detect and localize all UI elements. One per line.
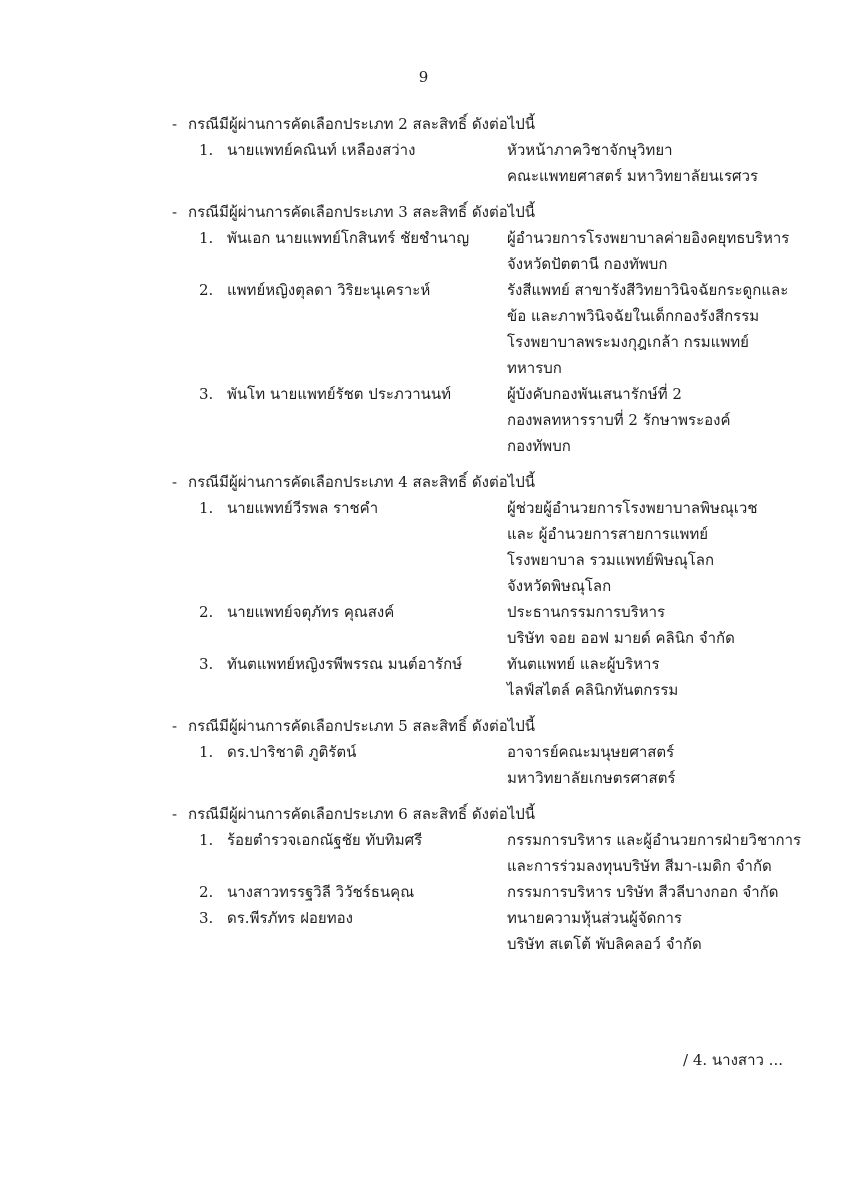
list-item xyxy=(0,381,847,459)
section-heading-text: กรณีมีผู้ผ่านการคัดเลือกประเภท 3 สละสิทธิ์ ดังต่อไปนี้ xyxy=(188,203,536,221)
bullet-dash: - xyxy=(172,473,178,491)
position-line: ผู้อำนวยการโรงพยาบาลค่ายอิงคยุทธบริหาร xyxy=(507,229,790,247)
section-heading-text: กรณีมีผู้ผ่านการคัดเลือกประเภท 4 สละสิทธิ์ ดังต่อไปนี้ xyxy=(188,473,536,491)
person-position xyxy=(507,225,827,277)
item-number: 1. xyxy=(199,141,214,159)
waiver-section xyxy=(0,111,847,189)
item-number: 1. xyxy=(199,499,214,517)
section-heading-text: กรณีมีผู้ผ่านการคัดเลือกประเภท 2 สละสิทธิ์ ดังต่อไปนี้ xyxy=(188,115,536,133)
continuation-note: / 4. นางสาว ... xyxy=(683,1051,783,1069)
person-position xyxy=(507,137,827,189)
item-number: 2. xyxy=(199,603,214,621)
person-position xyxy=(507,651,827,703)
item-number: 1. xyxy=(199,831,214,849)
position-line: บริษัท จอย ออฟ มายด์ คลินิก จำกัด xyxy=(507,629,735,647)
bullet-dash: - xyxy=(172,805,178,823)
position-line: โรงพยาบาลพระมงกุฎเกล้า กรมแพทย์ xyxy=(507,333,749,351)
section-heading xyxy=(0,801,847,827)
item-number: 1. xyxy=(199,743,214,761)
position-line: จังหวัดปัตตานี กองทัพบก xyxy=(507,255,668,273)
list-item xyxy=(0,599,847,651)
bullet-dash: - xyxy=(172,115,178,133)
position-line: และ ผู้อำนวยการสายการแพทย์ xyxy=(507,525,709,543)
section-heading-text: กรณีมีผู้ผ่านการคัดเลือกประเภท 5 สละสิทธิ์ ดังต่อไปนี้ xyxy=(188,717,536,735)
position-line: คณะแพทยศาสตร์ มหาวิทยาลัยนเรศวร xyxy=(507,167,759,185)
list-item xyxy=(0,739,847,791)
bullet-dash: - xyxy=(172,203,178,221)
waiver-section xyxy=(0,713,847,791)
section-heading-text: กรณีมีผู้ผ่านการคัดเลือกประเภท 6 สละสิทธิ์ ดังต่อไปนี้ xyxy=(188,805,536,823)
waiver-section xyxy=(0,469,847,703)
position-line: หัวหน้าภาควิชาจักษุวิทยา xyxy=(507,141,673,159)
person-position xyxy=(507,905,827,957)
person-name: ร้อยตำรวจเอกณัฐชัย ทับทิมศรี xyxy=(227,831,423,849)
person-position xyxy=(507,739,827,791)
position-line: โรงพยาบาล รวมแพทย์พิษณุโลก xyxy=(507,551,715,569)
list-item xyxy=(0,277,847,381)
position-line: ทันตแพทย์ และผู้บริหาร xyxy=(507,655,660,673)
person-name: ดร.ปาริชาติ ภูติรัตน์ xyxy=(227,743,357,761)
waiver-section xyxy=(0,801,847,957)
person-position xyxy=(507,495,827,599)
person-name: ทันตแพทย์หญิงรพีพรรณ มนต์อารักษ์ xyxy=(227,655,463,673)
list-item xyxy=(0,495,847,599)
position-line: บริษัท สเตโต้ พับลิคลอว์ จำกัด xyxy=(507,935,702,953)
section-heading xyxy=(0,199,847,225)
item-number: 3. xyxy=(199,909,214,927)
person-name: นายแพทย์วีรพล ราชคำ xyxy=(227,499,379,517)
bullet-dash: - xyxy=(172,717,178,735)
document-body xyxy=(0,111,847,967)
position-line: กรรมการบริหาร และผู้อำนวยการฝ่ายวิชาการ xyxy=(507,831,802,849)
list-item xyxy=(0,225,847,277)
position-line: ประธานกรรมการบริหาร xyxy=(507,603,666,621)
position-line: จังหวัดพิษณุโลก xyxy=(507,577,612,595)
list-item xyxy=(0,905,847,957)
section-heading xyxy=(0,111,847,137)
person-name: นายแพทย์จตุภัทร คุณสงค์ xyxy=(227,603,395,621)
person-name: พันโท นายแพทย์รัชต ประภวานนท์ xyxy=(227,385,452,403)
person-position xyxy=(507,879,827,905)
position-line: ผู้บังคับกองพันเสนารักษ์ที่ 2 xyxy=(507,385,682,403)
position-line: กรรมการบริหาร บริษัท สีวลีบางกอก จำกัด xyxy=(507,883,779,901)
item-number: 2. xyxy=(199,883,214,901)
position-line: มหาวิทยาลัยเกษตรศาสตร์ xyxy=(507,769,676,787)
section-heading xyxy=(0,469,847,495)
position-line: กองพลทหารราบที่ 2 รักษาพระองค์ xyxy=(507,411,731,429)
list-item xyxy=(0,827,847,879)
person-name: ดร.พีรภัทร ฝอยทอง xyxy=(227,909,353,927)
list-item xyxy=(0,137,847,189)
person-position xyxy=(507,277,827,381)
person-name: นางสาวทรรฐวิลี วิวัชร์ธนคุณ xyxy=(227,883,415,901)
item-number: 3. xyxy=(199,385,214,403)
position-line: และการร่วมลงทุนบริษัท สีมา-เมดิก จำกัด xyxy=(507,857,772,875)
person-name: แพทย์หญิงตุลดา วิริยะนุเคราะห์ xyxy=(227,281,431,299)
item-number: 2. xyxy=(199,281,214,299)
position-line: รังสีแพทย์ สาขารังสีวิทยาวินิจฉัยกระดูกและ xyxy=(507,281,789,299)
position-line: ผู้ช่วยผู้อำนวยการโรงพยาบาลพิษณุเวช xyxy=(507,499,758,517)
position-line: ทนายความหุ้นส่วนผู้จัดการ xyxy=(507,909,682,927)
list-item xyxy=(0,879,847,905)
person-position xyxy=(507,599,827,651)
list-item xyxy=(0,651,847,703)
page-number: 9 xyxy=(418,68,429,86)
item-number: 1. xyxy=(199,229,214,247)
person-position xyxy=(507,827,827,879)
section-heading xyxy=(0,713,847,739)
position-line: ข้อ และภาพวินิจฉัยในเด็กกองรังสีกรรม xyxy=(507,307,760,325)
position-line: ไลฟ์สไตล์ คลินิกทันตกรรม xyxy=(507,681,679,699)
waiver-section xyxy=(0,199,847,459)
person-name: นายแพทย์คณินท์ เหลืองสว่าง xyxy=(227,141,416,159)
item-number: 3. xyxy=(199,655,214,673)
person-position xyxy=(507,381,827,459)
position-line: กองทัพบก xyxy=(507,437,571,455)
position-line: ทหารบก xyxy=(507,359,562,377)
person-name: พันเอก นายแพทย์โกสินทร์ ชัยชำนาญ xyxy=(227,229,470,247)
position-line: อาจารย์คณะมนุษยศาสตร์ xyxy=(507,743,675,761)
